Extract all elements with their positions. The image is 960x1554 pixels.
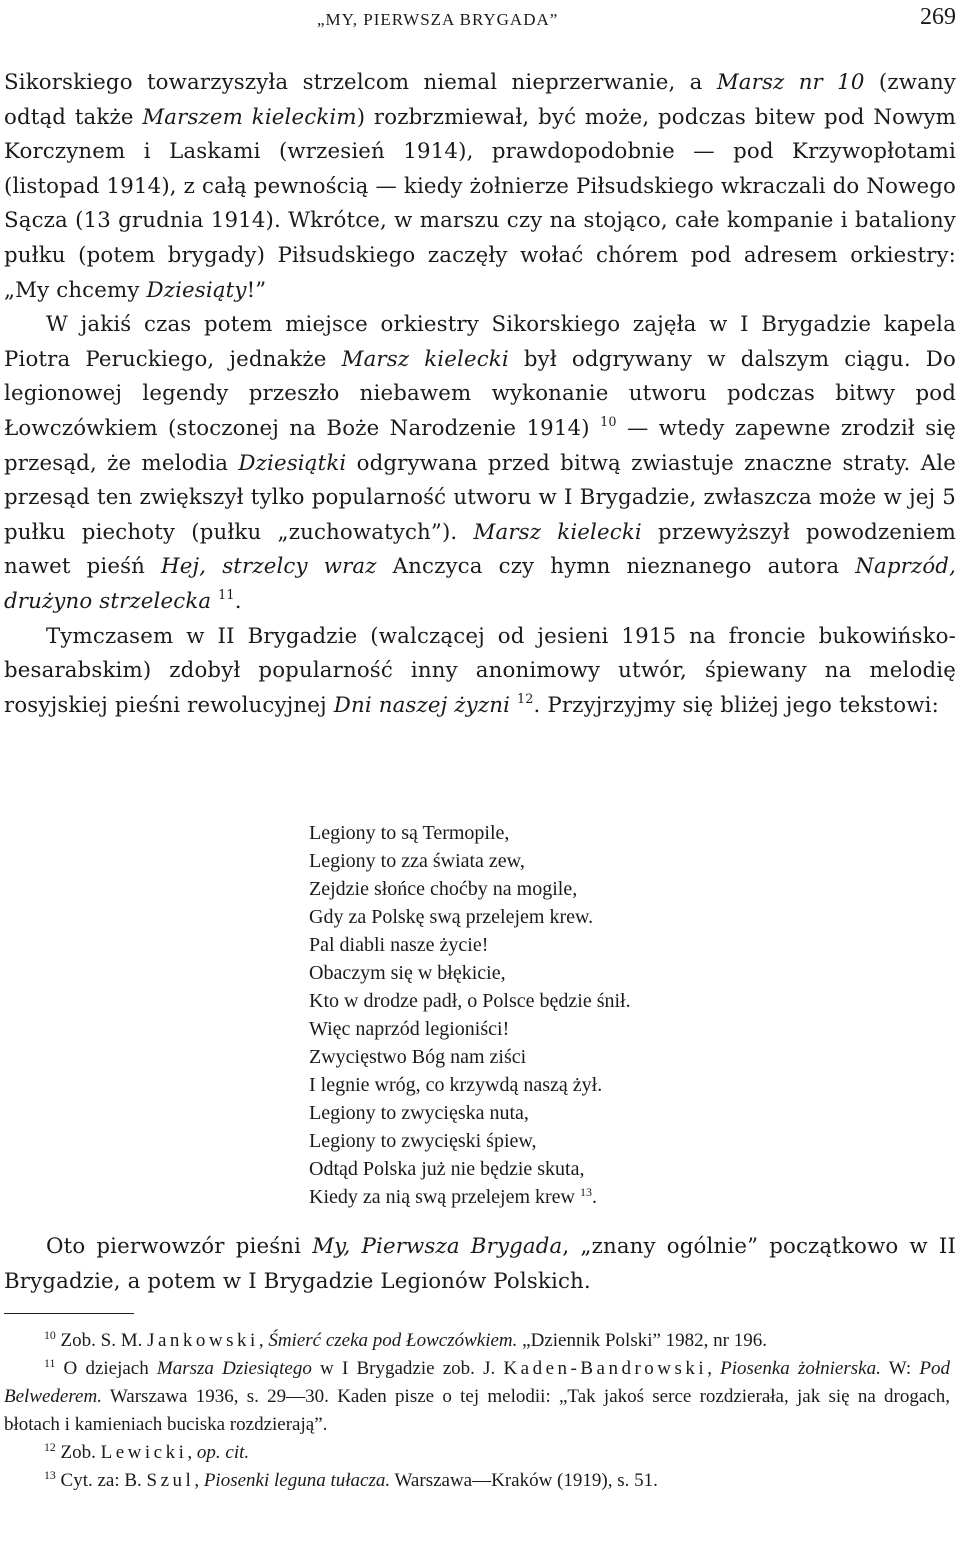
text-run: !”: [246, 277, 267, 303]
page-number: 269: [920, 4, 956, 30]
italic-text: Piosenka żołnierska.: [720, 1358, 881, 1379]
footnote-ref: 11: [44, 1356, 56, 1370]
lyric-line: Odtąd Polska już nie będzie skuta,: [309, 1158, 585, 1180]
italic-text: op. cit.: [196, 1442, 250, 1463]
footnote-ref: 11: [218, 587, 235, 603]
lyric-line: I legnie wróg, co krzywdą naszą żył.: [309, 1074, 603, 1096]
lyric-end-period: .: [592, 1186, 597, 1208]
running-head: „MY, PIERWSZA BRYGADA”: [317, 10, 559, 29]
paragraph: [4, 308, 956, 619]
lyric-line: Zejdzie słońce choćby na mogile,: [309, 878, 578, 900]
text-run: ,: [187, 1442, 197, 1463]
italic-text: Marsz nr 10: [716, 70, 865, 95]
italic-text: Marszem kieleckim: [142, 104, 357, 130]
lyric-line: Zwycięstwo Bóg nam ziści: [309, 1046, 527, 1068]
italic-text: Pod Belwederem.: [4, 1358, 950, 1407]
text-run: odgrywana przed bitwą zwiastuje znaczne straty. Ale przesąd ten zwiększył tylko popularność utworu w I Brygadzie, zwłaszcza może w jej 5 pułku piechoty (pułku „zuchowatych”).: [4, 450, 956, 545]
footnote: [4, 1327, 950, 1355]
footnote: [4, 1355, 950, 1439]
paragraph: [4, 1230, 956, 1299]
italic-text: Marsz kielecki: [473, 519, 642, 545]
lyric-line: Obaczym się w błękicie,: [309, 962, 506, 984]
text-run: Oto pierwowzór pieśni: [46, 1234, 313, 1259]
author-name: Lewicki: [100, 1442, 188, 1463]
footnote-ref: 12: [44, 1440, 56, 1454]
text-run: W jakiś czas potem miejsce orkiestry Sikorskiego zajęła w I Brygadzie kapela Piotra Peruckiego, jednakże: [4, 312, 956, 372]
author-name: Jankowski: [147, 1330, 259, 1351]
lyric-line: Legiony to zwycięski śpiew,: [309, 1130, 537, 1152]
lyric-line-text: Kiedy za nią swą przelejem krew: [309, 1186, 580, 1208]
text-run: Sikorskiego towarzyszyła strzelcom niemal nieprzerwanie, a: [4, 70, 717, 95]
text-run: ) rozbrzmiewał, być może, podczas bitew pod Nowym Korczynem i Laskami (wrzesień 1914), prawdopodobnie — pod Krzywopłotami (listopad 1914), z całą pewnością — kiedy żołnierze Piłsudskiego wkraczali do Nowego Sącza (13 grudnia 1914). Wkrótce, w marszu czy na stojąco, całe kompanie i bataliony pułku (potem brygady) Piłsudskiego zaczęły wołać chórem pod adresem orkiestry: „My chcemy: [4, 104, 956, 303]
text-run: Cyt. za: B.: [55, 1470, 147, 1491]
footnote-ref: 13: [580, 1184, 592, 1199]
text-run: W:: [880, 1358, 920, 1379]
page-header: [0, 4, 960, 34]
closing-text: [4, 1230, 956, 1299]
paragraph: [4, 66, 956, 308]
lyric-line: Legiony to są Termopile,: [309, 822, 510, 844]
lyric-line: Więc naprzód legioniści!: [309, 1018, 510, 1040]
author-name: Szul: [146, 1470, 195, 1491]
italic-text: Dziesiąty: [146, 277, 247, 303]
text-run: w I Brygadzie zob. J.: [311, 1358, 504, 1379]
italic-text: Marsz kielecki: [341, 346, 509, 372]
italic-text: Naprzód, drużyno strzelecka: [4, 554, 956, 614]
lyric-line: Pal diabli nasze życie!: [309, 934, 489, 956]
text-run: , „znany ogólnie” początkowo w II Brygadzie, a potem w I Brygadzie Legionów Polskich.: [4, 1234, 957, 1294]
footnote-ref: 10: [44, 1328, 56, 1342]
text-run: [510, 693, 517, 718]
italic-text: Dni naszej żyzni: [333, 692, 511, 718]
lyric-line: Legiony to zwycięska nuta,: [309, 1102, 529, 1124]
text-run: ,: [194, 1470, 204, 1491]
text-run: ,: [707, 1358, 721, 1379]
author-name: Kaden-Bandrowski: [503, 1358, 708, 1379]
text-run: Tymczasem w II Brygadzie (walczącej od jesieni 1915 na froncie bukowińsko-besarabskim) zdobył popularność inny anonimowy utwór, śpiewany na melodię rosyjskiej pieśni rewolucyjnej: [4, 623, 956, 718]
footnote-divider: [4, 1313, 134, 1314]
text-run: (zwany odtąd także: [4, 70, 956, 130]
italic-text: Śmierć czeka pod Łowczówkiem.: [268, 1330, 518, 1351]
text-run: . Przyjrzyjmy się bliżej jego tekstowi:: [533, 692, 939, 718]
italic-text: Marsza Dziesiątego: [156, 1358, 312, 1379]
text-run: Zob.: [55, 1442, 101, 1463]
paragraph: [4, 620, 956, 724]
lyric-line: Gdy za Polskę swą przelejem krew.: [309, 906, 594, 928]
text-run: ,: [258, 1330, 269, 1351]
text-run: — wtedy zapewne zrodził się przesąd, że melodia: [4, 415, 956, 476]
footnote-ref: 13: [44, 1468, 56, 1482]
lyric-line: Legiony to zza świata zew,: [309, 850, 525, 872]
lyric-line: [309, 1183, 631, 1211]
footnotes: [4, 1327, 950, 1495]
text-run: Warszawa 1936, s. 29—30. Kaden pisze o tej melodii: „Tak jakoś serce rozdzierała, jak się na drogach, błotach i kamieniach buciska rozdzierają”.: [4, 1386, 950, 1435]
italic-text: My, Pierwsza Brygada: [312, 1234, 563, 1259]
text-run: .: [234, 588, 242, 614]
song-lyrics: [309, 819, 631, 1211]
italic-text: Hej, strzelcy wraz: [161, 554, 377, 580]
italic-text: Piosenki leguna tułacza.: [203, 1470, 391, 1491]
text-run: przewyższył powodzeniem nawet pieśń: [4, 519, 956, 580]
text-run: Anczyca czy hymn nieznanego autora: [376, 554, 856, 580]
main-text: [4, 66, 956, 723]
text-run: Warszawa—Kraków (1919), s. 51.: [390, 1470, 658, 1491]
text-run: Zob. S. M.: [55, 1330, 148, 1351]
text-run: „Dziennik Polski” 1982, nr 196.: [517, 1330, 767, 1351]
italic-text: Dziesiątki: [238, 450, 347, 476]
footnote-ref: 12: [516, 691, 534, 707]
footnote: [4, 1467, 950, 1495]
footnote: [4, 1439, 950, 1467]
text-run: był odgrywany w dalszym ciągu. Do legionowej legendy przeszło niebawem wykonanie utworu podczas bitwy pod Łowczówkiem (stoczonej na Boże Narodzenie 1914): [4, 346, 956, 441]
lyric-line: Kto w drodze padł, o Polsce będzie śnił.: [309, 990, 631, 1012]
footnote-ref: 10: [600, 415, 617, 430]
text-run: O dziejach: [55, 1358, 157, 1379]
